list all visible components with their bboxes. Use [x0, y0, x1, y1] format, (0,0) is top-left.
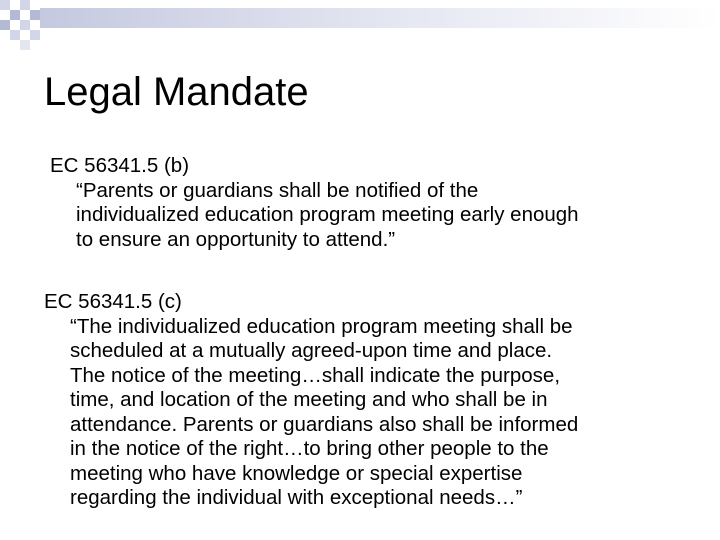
quote-line: The notice of the meeting…shall indicate the purpose,: [70, 363, 561, 387]
quote-line: attendance. Parents or guardians also shall be informed: [70, 412, 579, 436]
section-reference: EC 56341.5 (c): [44, 290, 182, 313]
quote-line: meeting who have knowledge or special expertise: [70, 461, 523, 485]
slide-title: Legal Mandate: [44, 70, 309, 114]
decorative-header-band: [0, 0, 720, 60]
section-quote: [76, 179, 579, 253]
quote-line: scheduled at a mutually agreed-upon time and place.: [70, 339, 553, 362]
quote-line: “Parents or guardians shall be notified of the: [76, 178, 479, 202]
mandate-section-b: [50, 154, 579, 252]
quote-line: time, and location of the meeting and who shall be in: [70, 388, 548, 411]
section-quote: [70, 315, 578, 511]
checker-squares: [0, 0, 40, 50]
quote-line: in the notice of the right…to bring other people to the: [70, 437, 549, 460]
section-reference: EC 56341.5 (b): [50, 154, 190, 177]
quote-line: individualized education program meeting early enough: [76, 203, 579, 226]
quote-line: “The individualized education program meeting shall be: [70, 314, 573, 338]
quote-line: to ensure an opportunity to attend.”: [76, 227, 396, 251]
quote-line: regarding the individual with exceptional needs…”: [70, 486, 523, 509]
mandate-section-c: [44, 290, 578, 511]
header-gradient-bar: [40, 8, 720, 28]
